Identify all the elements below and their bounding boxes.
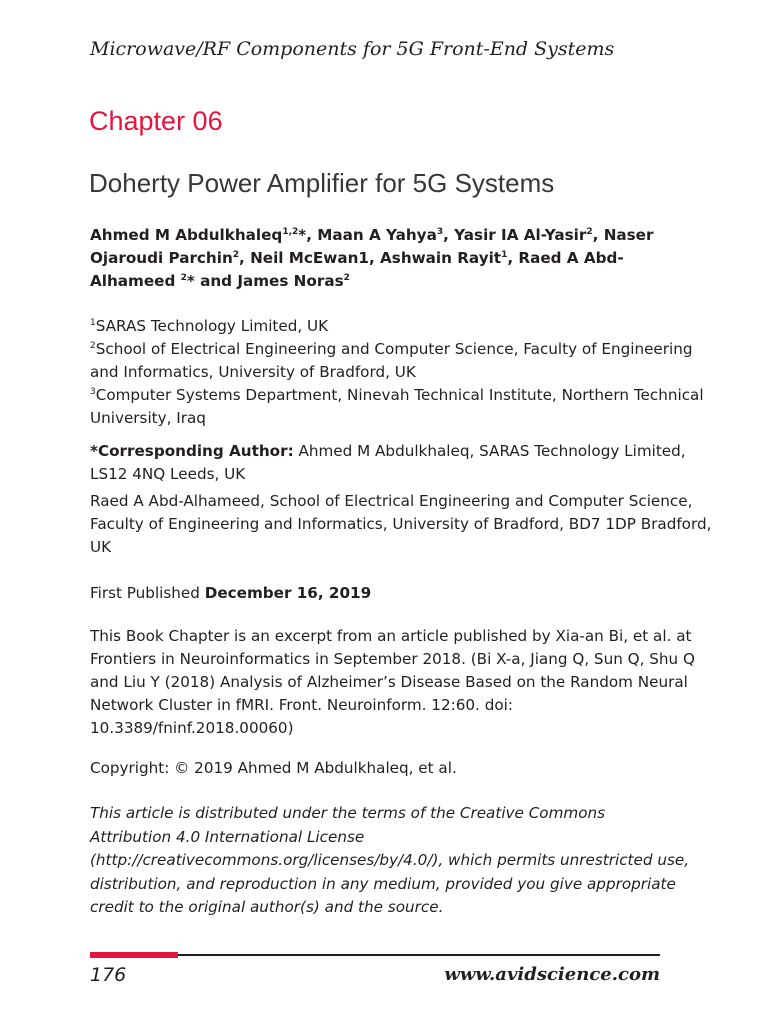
author-affiliation-mark: 2 [232,250,240,260]
author-name: Yasir IA Al-Yasir [454,226,587,244]
affiliation-text: Computer Systems Department, Ninevah Technical Institute, Northern Technical University, Iraq [90,386,704,427]
author-separator: * and [186,272,238,290]
publication-date-label: First Published [90,584,205,602]
corresponding-author-text: Ahmed M Abdulkhaleq, SARAS Technology Limited, LS12 4NQ Leeds, UK [90,442,686,483]
excerpt-note: This Book Chapter is an excerpt from an article published by Xia-an Bi, et al. at Frontiers in Neuroinformatics in September 2018. (Bi X-a, Jiang Q, Sun Q, Shu Q and Liu Y (2018) Analysis of Alzheimer’s Disease Based on the Random Neural Network Cluster in fMRI. Front. Neuroinform. 12:60. doi: 10.3389/fninf.2018.00060) [90,627,695,737]
author-affiliation-mark: 1 [501,250,508,260]
affiliation-item [90,315,710,338]
running-header: Microwave/RF Components for 5G Front-End Systems [90,38,615,60]
author-name: James Noras [237,272,344,290]
author-name: Ashwain Rayit [380,249,502,267]
website-url: www.avidscience.com [444,964,660,985]
chapter-title: Doherty Power Amplifier for 5G Systems [89,168,555,198]
affiliation-text: School of Electrical Engineering and Computer Science, Faculty of Engineering and Informatics, University of Bradford, UK [90,340,693,381]
corresponding-author-label: *Corresponding Author: [90,442,294,460]
affiliation-item [90,384,710,430]
author-affiliation-mark: 2 [586,227,593,237]
publication-date [90,582,371,605]
author-separator: , [443,226,455,244]
author-list [90,224,690,293]
author-name: Ahmed M Abdulkhaleq [90,226,283,244]
author-affiliation-mark: 3 [436,227,444,237]
second-author-address: Raed A Abd-Alhameed, School of Electrical Engineering and Computer Science, Faculty of Engineering and Informatics, University of Bradford, BD7 1DP Bradford, UK [90,492,712,556]
author-affiliation-mark: 2 [180,273,187,283]
copyright-notice: Copyright: © 2019 Ahmed M Abdulkhaleq, et al. [90,759,457,777]
author-name: Naser Ojaroudi Parchin [90,226,654,267]
author-name: Maan A Yahya [317,226,437,244]
publication-date-value: December 16, 2019 [204,584,372,602]
affiliation-item [90,338,710,384]
affiliation-number: 2 [90,341,96,351]
author-affiliation-mark: 2 [343,273,350,283]
author-name: Raed A Abd-Alhameed [90,249,624,290]
affiliation-list [90,315,710,430]
author-separator: , [592,226,604,244]
author-separator: *, [298,226,318,244]
chapter-number: Chapter 06 [89,106,223,136]
footer-accent-bar [90,952,178,958]
affiliation-text: SARAS Technology Limited, UK [95,317,329,335]
license-statement: This article is distributed under the terms of the Creative Commons Attribution 4.0 International License (http://creativecommons.org/licenses/by/4.0/), which permits unrestricted use, distribution, and reproduction in any medium, provided you give appropriate credit to the original author(s) and the source. [90,804,690,916]
affiliation-number: 3 [90,387,96,397]
author-separator: , [239,249,251,267]
author-affiliation-mark: 1,2 [282,227,299,237]
page-number: 176 [90,964,127,986]
author-separator: , [507,249,519,267]
author-separator: , [368,249,381,267]
affiliation-number: 1 [90,318,96,328]
corresponding-author [90,440,720,486]
author-name: Neil McEwan1 [250,249,369,267]
